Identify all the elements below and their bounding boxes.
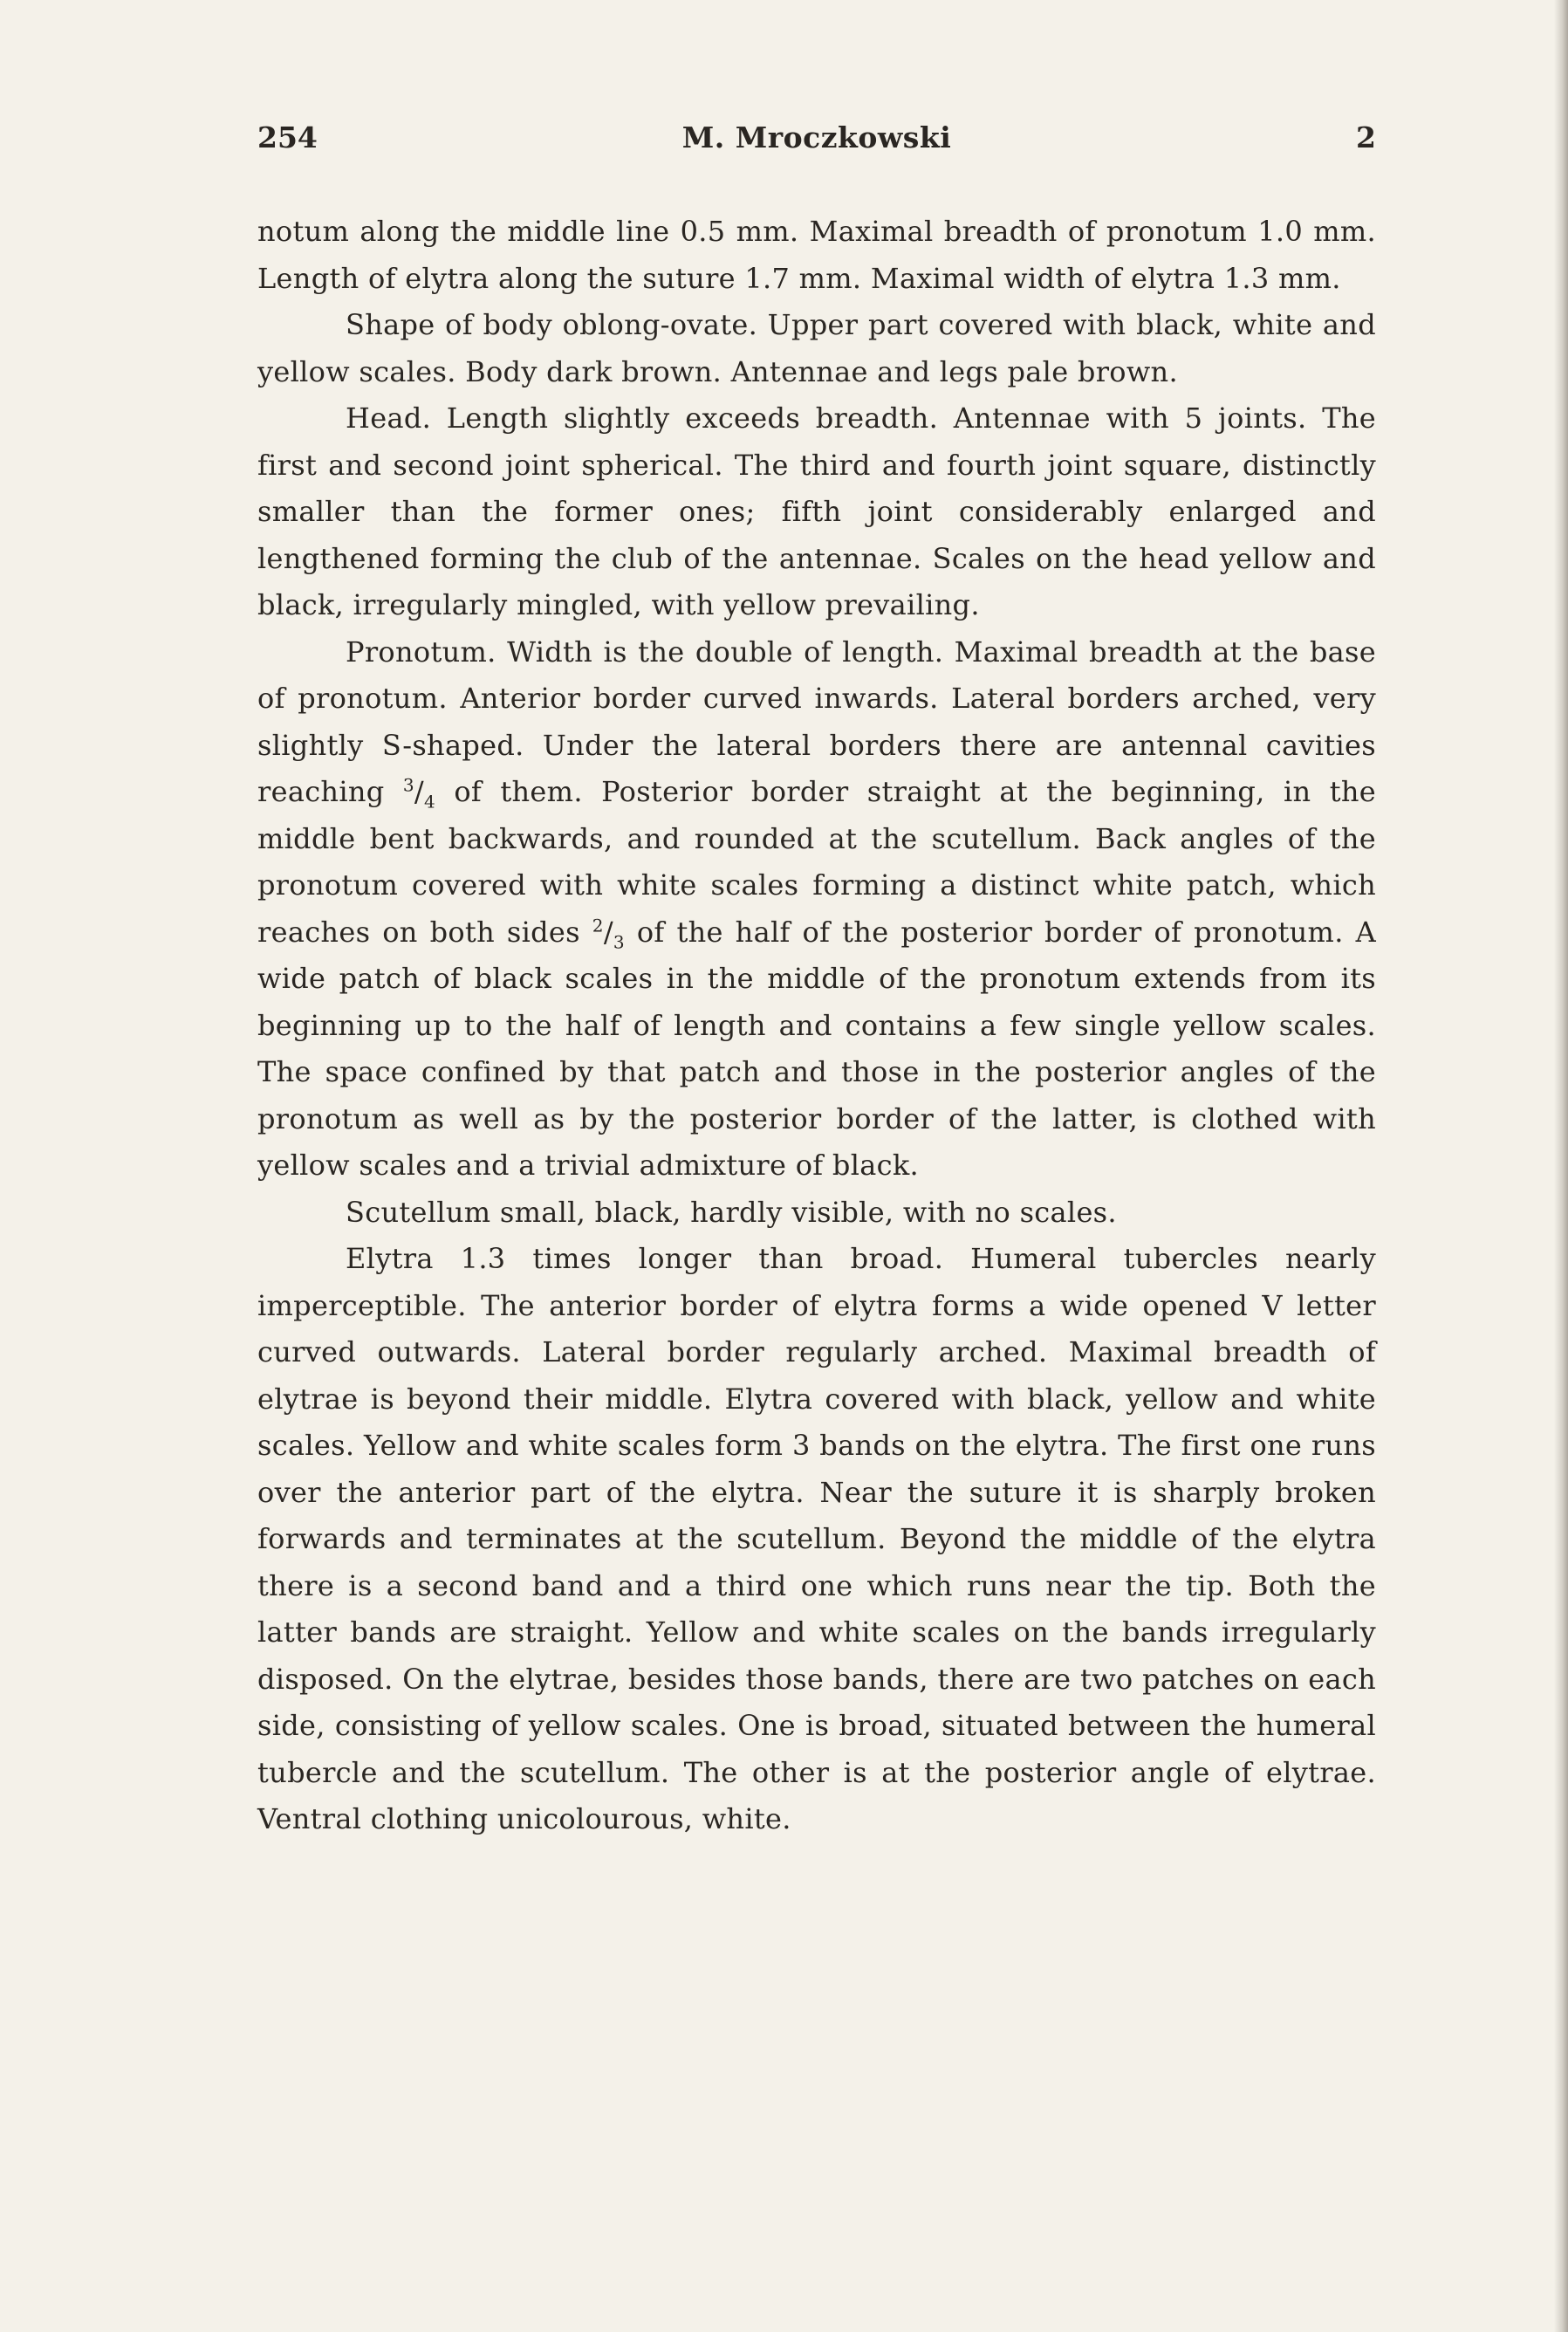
fraction-numerator: 3	[402, 774, 414, 796]
issue-number: 2	[1356, 120, 1376, 154]
fraction-denominator: 3	[613, 930, 625, 952]
page-edge-shadow	[1554, 0, 1568, 2332]
pronotum-text-part-2: of them. Posterior border straight at the beginning, in the middle bent backwards, and rounded at the scutellum. Back angles of the pronotum covered with white scales forming a distinct white patch, which reaches on both sides	[257, 775, 1377, 949]
pronotum-text-part-3: of the half of the posterior border of pronotum. A wide patch of black scales in the middle of the pronotum extends from its beginning up to the half of length and contains a few single yellow scales. The space confined by that patch and those in the posterior angles of the pronotum as well as by the posterior border of the latter, is clothed with yellow scales and a trivial admixture of black.	[257, 915, 1376, 1182]
pronotum-text-part-1: Pronotum. Width is the double of length. Maximal breadth at the base of pronotum. Anterior border curved inwards. Lateral borders arched, very slightly S-shaped. Under the lateral borders there are antennal cavities reaching	[257, 634, 1376, 808]
fraction-denominator: 4	[424, 791, 436, 813]
paragraph-head: Head. Length slightly exceeds breadth. Antennae with 5 joints. The first and second joint spherical. The third and fourth joint square, distinctly smaller than the former ones; fifth joint considerably enlarged and lengthened forming the club of the antennae. Scales on the head yellow and black, irregularly mingled, with yellow prevailing.	[257, 401, 1376, 621]
fraction-numerator: 2	[592, 914, 604, 936]
running-header	[257, 120, 1376, 164]
paragraph-body-shape: Shape of body oblong-ovate. Upper part covered with black, white and yellow scales. Body dark brown. Antennae and legs pale brown.	[257, 308, 1376, 388]
running-author: M. Mroczkowski	[681, 120, 952, 154]
body-text	[257, 209, 1376, 1843]
paragraph-scutellum: Scutellum small, black, hardly visible, with no scales.	[346, 1195, 1117, 1229]
paragraph-pronotum: Pronotum. Width is the double of length. Maximal breadth at the base of pronotum. Anterior border curved inwards. Lateral borders arched, very slightly S-shaped. Under the lateral borders there are antennal cavities reaching $^3/_4$ of them. Posterior border straight at the beginning, in the middle bent backwards, and rounded at the scutellum. Back angles of the pronotum covered with white scales forming a distinct white patch, which reaches on both sides $^2/_3$ of the half of the posterior border of pronotum. A wide patch of black scales in the middle of the pronotum extends from its beginning up to the half of length and contains a few single yellow scales. The space confined by that patch and those in the posterior angles of the pronotum as well as by the posterior border of the latter, is clothed with yellow scales and a trivial admixture of black.	[257, 634, 1377, 1182]
page-number: 254	[257, 120, 318, 154]
paragraph-continuation: notum along the middle line 0.5 mm. Maximal breadth of pronotum 1.0 mm. Length of elytra along the suture 1.7 mm. Maximal width of elytra 1.3 mm.	[257, 215, 1376, 295]
paragraph-elytra: Elytra 1.3 times longer than broad. Humeral tubercles nearly imperceptible. The anterior border of elytra forms a wide opened V letter curved outwards. Lateral border regularly arched. Maximal breadth of elytrae is beyond their middle. Elytra covered with black, yellow and white scales. Yellow and white scales form 3 bands on the elytra. The first one runs over the anterior part of the elytra. Near the suture it is sharply broken forwards and terminates at the scutellum. Beyond the middle of the elytra there is a second band and a third one which runs near the tip. Both the latter bands are straight. Yellow and white scales on the bands irregularly disposed. On the elytrae, besides those bands, there are two patches on each side, consisting of yellow scales. One is broad, situated between the humeral tubercle and the scutellum. The other is at the posterior angle of elytrae. Ventral clothing unicolourous, white.	[257, 1242, 1376, 1835]
